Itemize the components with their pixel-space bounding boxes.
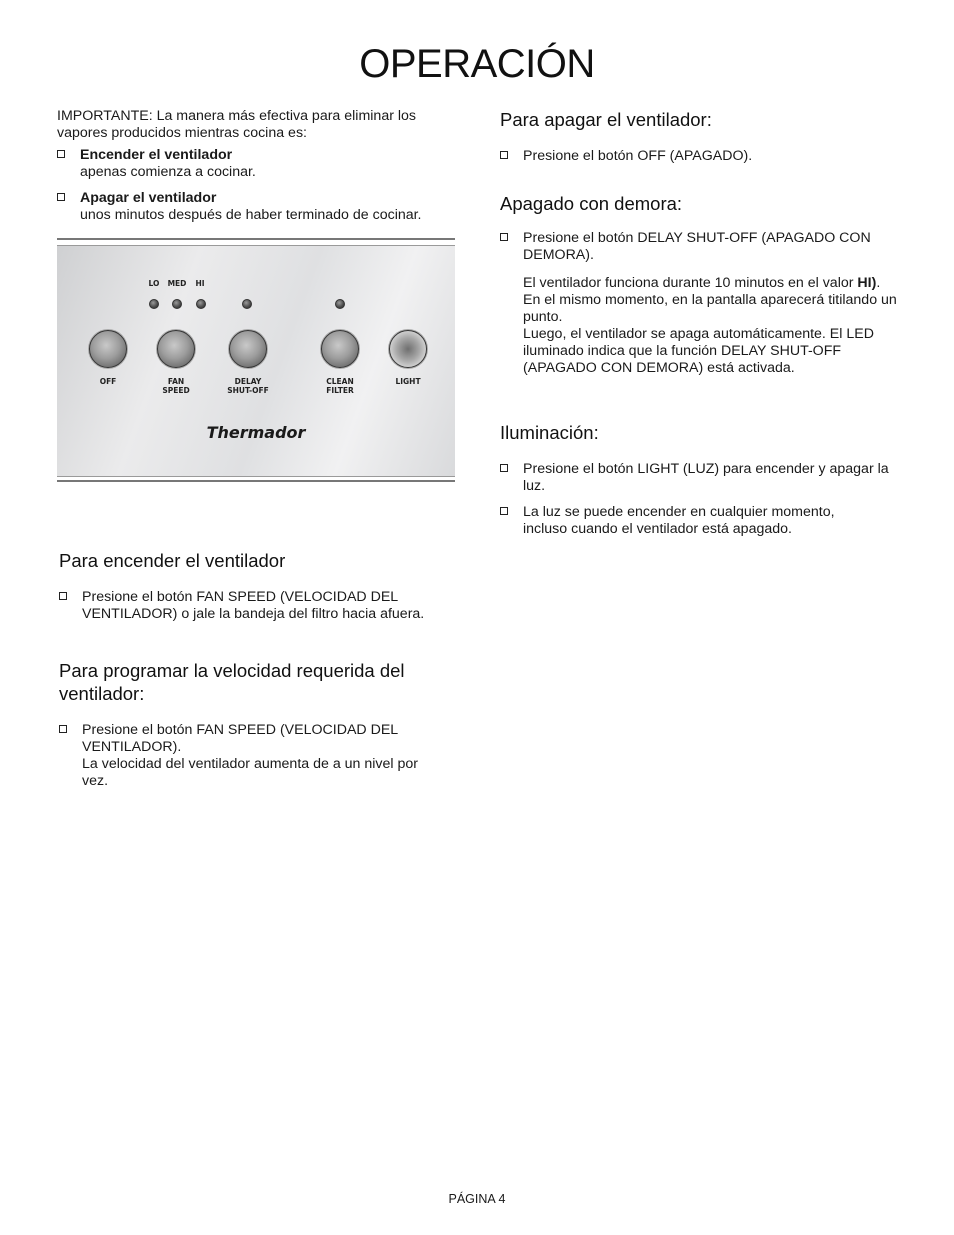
speed-label-lo: LO bbox=[148, 279, 160, 288]
list-item bbox=[57, 147, 457, 181]
control-panel-illustration bbox=[57, 238, 455, 484]
delay-para-3: Luego, el ventilador se apaga automáticamente. El LED iluminado indica que la función DELAY SHUT-OFF (APAGADO CON DEMORA) está activada. bbox=[523, 326, 874, 376]
checkbox-icon bbox=[500, 507, 508, 515]
list-item-text: unos minutos después de haber terminado de cocinar. bbox=[80, 207, 422, 223]
divider bbox=[57, 480, 455, 482]
button-label-clean-filter: CLEAN FILTER bbox=[326, 377, 354, 395]
speed-label-hi: HI bbox=[195, 279, 205, 288]
page-title: OPERACIÓN bbox=[359, 42, 595, 86]
intro-text: IMPORTANTE: La manera más efectiva para eliminar los vapores producidos mientras cocina es: bbox=[57, 108, 417, 141]
section-heading: Apagado con demora: bbox=[500, 193, 683, 214]
button-label-light: LIGHT bbox=[395, 377, 421, 386]
button-label-delay: DELAY SHUT-OFF bbox=[227, 377, 269, 395]
checkbox-icon bbox=[57, 193, 65, 201]
brand-logo: Thermador bbox=[206, 423, 306, 442]
delay-para-2: En el mismo momento, en la pantalla aparecerá titilando un punto. bbox=[523, 292, 897, 325]
checkbox-icon bbox=[500, 151, 508, 159]
led-lo-icon bbox=[149, 299, 159, 309]
speed-label-med: MED bbox=[167, 279, 187, 288]
list-item-text: Presione el botón FAN SPEED (VELOCIDAD DEL VENTILADOR). bbox=[82, 722, 398, 755]
list-item bbox=[500, 504, 900, 540]
list-item-text: Presione el botón OFF (APAGADO). bbox=[523, 148, 753, 164]
checkbox-icon bbox=[59, 725, 67, 733]
list-item-text: Presione el botón FAN SPEED (VELOCIDAD DEL VENTILADOR) o jale la bandeja del filtro hacia afuera. bbox=[82, 589, 425, 622]
list-item-text: apenas comienza a cocinar. bbox=[80, 164, 256, 180]
list-item bbox=[59, 722, 449, 794]
delay-para-1: El ventilador funciona durante 10 minutos en el valor bbox=[523, 275, 854, 291]
clean-filter-button[interactable] bbox=[321, 330, 359, 368]
section-heading: Para encender el ventilador bbox=[59, 550, 286, 571]
divider bbox=[57, 238, 455, 240]
delay-para-1-end: . bbox=[876, 275, 881, 291]
checkbox-icon bbox=[500, 233, 508, 241]
led-delay-icon bbox=[242, 299, 252, 309]
led-filter-icon bbox=[335, 299, 345, 309]
delay-description bbox=[523, 275, 900, 377]
delay-shutoff-button[interactable] bbox=[229, 330, 267, 368]
checkbox-icon bbox=[500, 464, 508, 472]
list-item-text: La luz se puede encender en cualquier momento, incluso cuando el ventilador está apagado. bbox=[523, 504, 835, 537]
list-item bbox=[500, 230, 900, 266]
section-heading: Para programar la velocidad requerida del ventilador: bbox=[59, 660, 405, 704]
list-item bbox=[500, 148, 900, 166]
list-item-text: Presione el botón LIGHT (LUZ) para encender y apagar la luz. bbox=[523, 461, 889, 494]
page-number: PÁGINA 4 bbox=[448, 1192, 506, 1206]
light-button[interactable] bbox=[389, 330, 427, 368]
section-heading: Para apagar el ventilador: bbox=[500, 109, 712, 130]
list-item bbox=[59, 589, 449, 625]
fan-speed-button[interactable] bbox=[157, 330, 195, 368]
list-item-bold: Apagar el ventilador bbox=[80, 190, 217, 206]
led-med-icon bbox=[172, 299, 182, 309]
list-item-text: La velocidad del ventilador aumenta de a un nivel por vez. bbox=[82, 756, 418, 789]
control-panel bbox=[57, 245, 455, 477]
list-item-text: Presione el botón DELAY SHUT-OFF (APAGADO CON DEMORA). bbox=[523, 230, 871, 263]
button-label-fan-speed: FAN SPEED bbox=[162, 377, 190, 395]
led-hi-icon bbox=[196, 299, 206, 309]
section-heading: Iluminación: bbox=[500, 422, 599, 443]
off-button[interactable] bbox=[89, 330, 127, 368]
list-item-bold: Encender el ventilador bbox=[80, 147, 233, 163]
button-label-off: OFF bbox=[99, 377, 117, 386]
checkbox-icon bbox=[57, 150, 65, 158]
list-item bbox=[57, 190, 457, 224]
checkbox-icon bbox=[59, 592, 67, 600]
delay-para-1-bold: HI) bbox=[857, 275, 877, 291]
list-item bbox=[500, 461, 900, 497]
